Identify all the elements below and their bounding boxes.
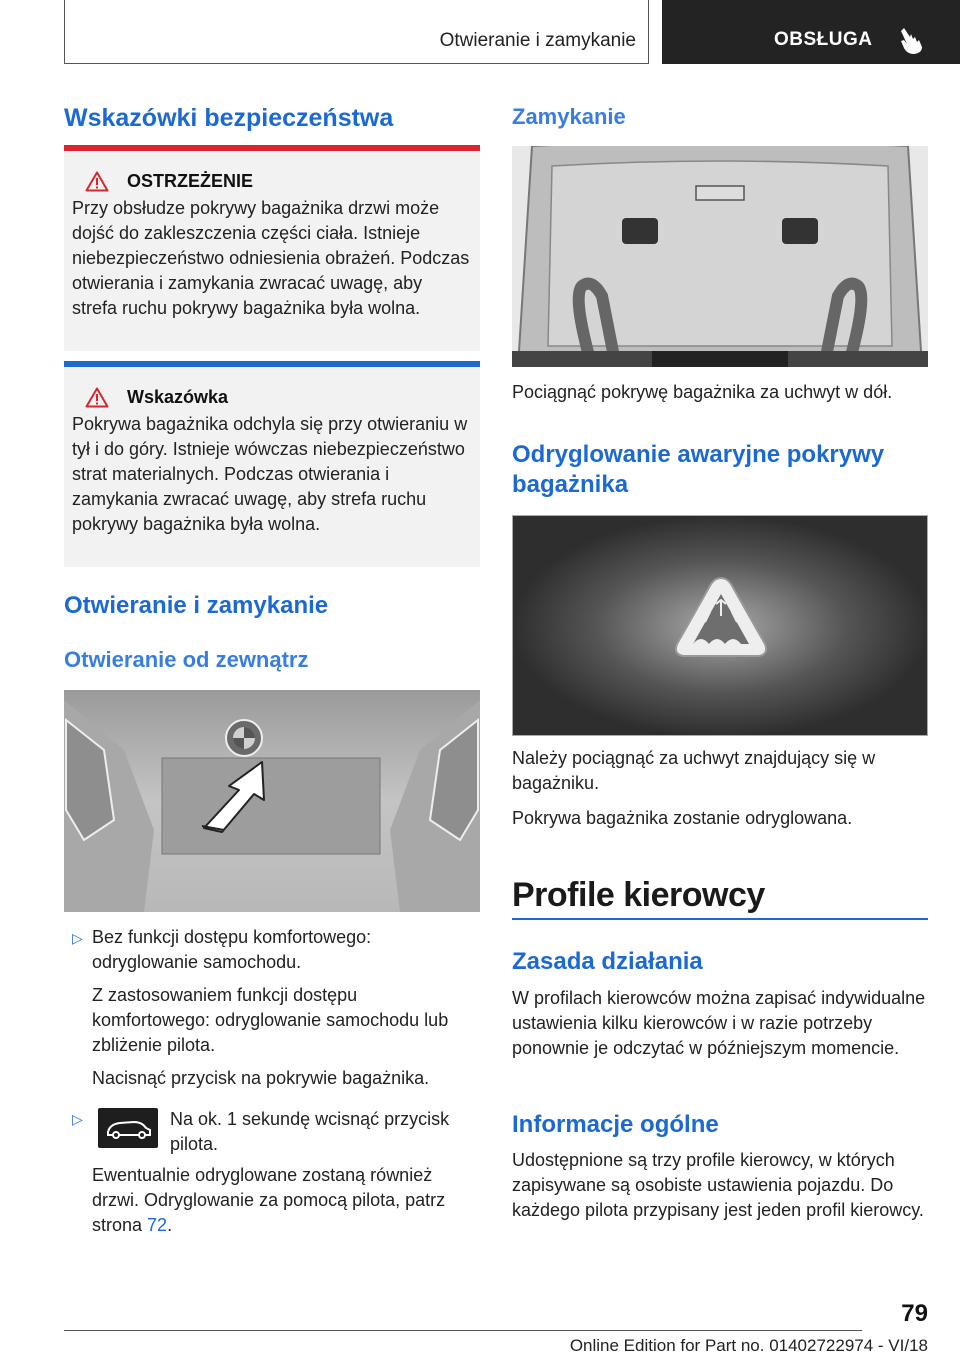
notice-text: Pokrywa bagażnika odchyla się przy otwieraniu w tył i do góry. Istnieje wówczas niebezpieczeństwo strat materialnych. Podczas otwierania i zamykania zwracać uwagę, aby strefa ruchu pokrywy bagażnika była wolna. [72, 414, 468, 534]
principle-text: W profilach kierowców można zapisać indywidualne ustawienia kilku kierowców i w razie potrzeby ponownie je odczytać w późniejszym momencie. [512, 988, 926, 1058]
footer-divider [64, 1330, 862, 1331]
warning-text: Przy obsłudze pokrywy bagażnika drzwi może dojść do zakleszczenia części ciała. Istnieje niebezpieczeństwo odniesienia obrażeń. Podczas otwierania i zamykania zwracać uwagę, aby strefa ruchu pokrywy bagażnika była wolna. [72, 198, 470, 318]
trunk-lid-illustration [64, 690, 480, 912]
warning-triangle-icon [85, 171, 109, 192]
safety-heading: Wskazówki bezpieczeństwa [64, 104, 394, 132]
principle-heading: Zasada działania [512, 948, 703, 975]
header-chapter-box [64, 0, 649, 64]
closing-heading: Zamykanie [512, 104, 626, 129]
car-trunk-key-icon [98, 1108, 158, 1148]
bullet-1-sub1: Z zastosowaniem funkcji dostępu komfortowego: odryglowanie samochodu lub zbliżenie pilota. [92, 985, 449, 1055]
bullet-1-sub2: Nacisnąć przycisk na pokrywie bagażnika. [92, 1068, 430, 1088]
bullet-2-sub [92, 1163, 480, 1238]
general-text: Udostępnione są trzy profile kierowcy, w których zapisywane są osobiste ustawienia pojazdu. Do każdego pilota przypisany jest jeden profil kierowcy. [512, 1150, 924, 1220]
profiles-heading: Profile kierowcy [512, 876, 765, 914]
bullet-marker-1: ▷ [72, 930, 83, 946]
from-outside-heading: Otwieranie od zewnątrz [64, 647, 309, 672]
bullet-2-text: Na ok. 1 sekundę wcisnąć przycisk pilota. [170, 1109, 450, 1154]
trunk-interior-image [512, 146, 928, 367]
profiles-underline [512, 918, 928, 920]
bullet-1 [92, 925, 480, 1091]
footer-edition: Online Edition for Part no. 01402722974 - VI/18 [569, 1336, 928, 1355]
emergency-release-illustration [513, 516, 928, 736]
notice-triangle-icon [85, 387, 109, 408]
general-heading: Informacje ogólne [512, 1111, 719, 1138]
emergency-text-1: Należy pociągnąć za uchwyt znajdujący się w bagażniku. [512, 748, 876, 793]
emergency-text-2: Pokrywa bagażnika zostanie odryglowana. [512, 808, 853, 828]
bullet-1-text: Bez funkcji dostępu komfortowego: odryglowanie samochodu. [92, 927, 372, 972]
notice-box [64, 361, 480, 567]
page-link-72[interactable]: 72 [147, 1215, 168, 1235]
bullet-2-sub-text: Ewentualnie odryglowane zostaną również drzwi. Odryglowanie za pomocą pilota, patrz strona [92, 1165, 446, 1235]
closing-caption: Pociągnąć pokrywę bagażnika za uchwyt w dół. [512, 382, 893, 402]
trunk-interior-illustration [512, 146, 928, 367]
notice-title: Wskazówka [127, 387, 229, 407]
header-section-tab [662, 0, 960, 64]
warning-title: OSTRZEŻENIE [127, 171, 254, 191]
section-title: OBSŁUGA [774, 29, 873, 50]
trunk-lid-image [64, 690, 480, 912]
open-close-heading: Otwieranie i zamykanie [64, 592, 329, 619]
bullet-marker-2: ▷ [72, 1111, 83, 1127]
bullet-2-sub-end: . [167, 1215, 173, 1235]
warning-box [64, 145, 480, 351]
emergency-release-image [512, 515, 928, 736]
hand-pointer-icon [898, 25, 926, 55]
bullet-2-text-block [170, 1107, 480, 1157]
chapter-title: Otwieranie i zamykanie [439, 30, 636, 51]
page-number: 79 [901, 1300, 928, 1327]
emergency-heading: Odryglowanie awaryjne pokrywy bagażnika [512, 441, 885, 498]
